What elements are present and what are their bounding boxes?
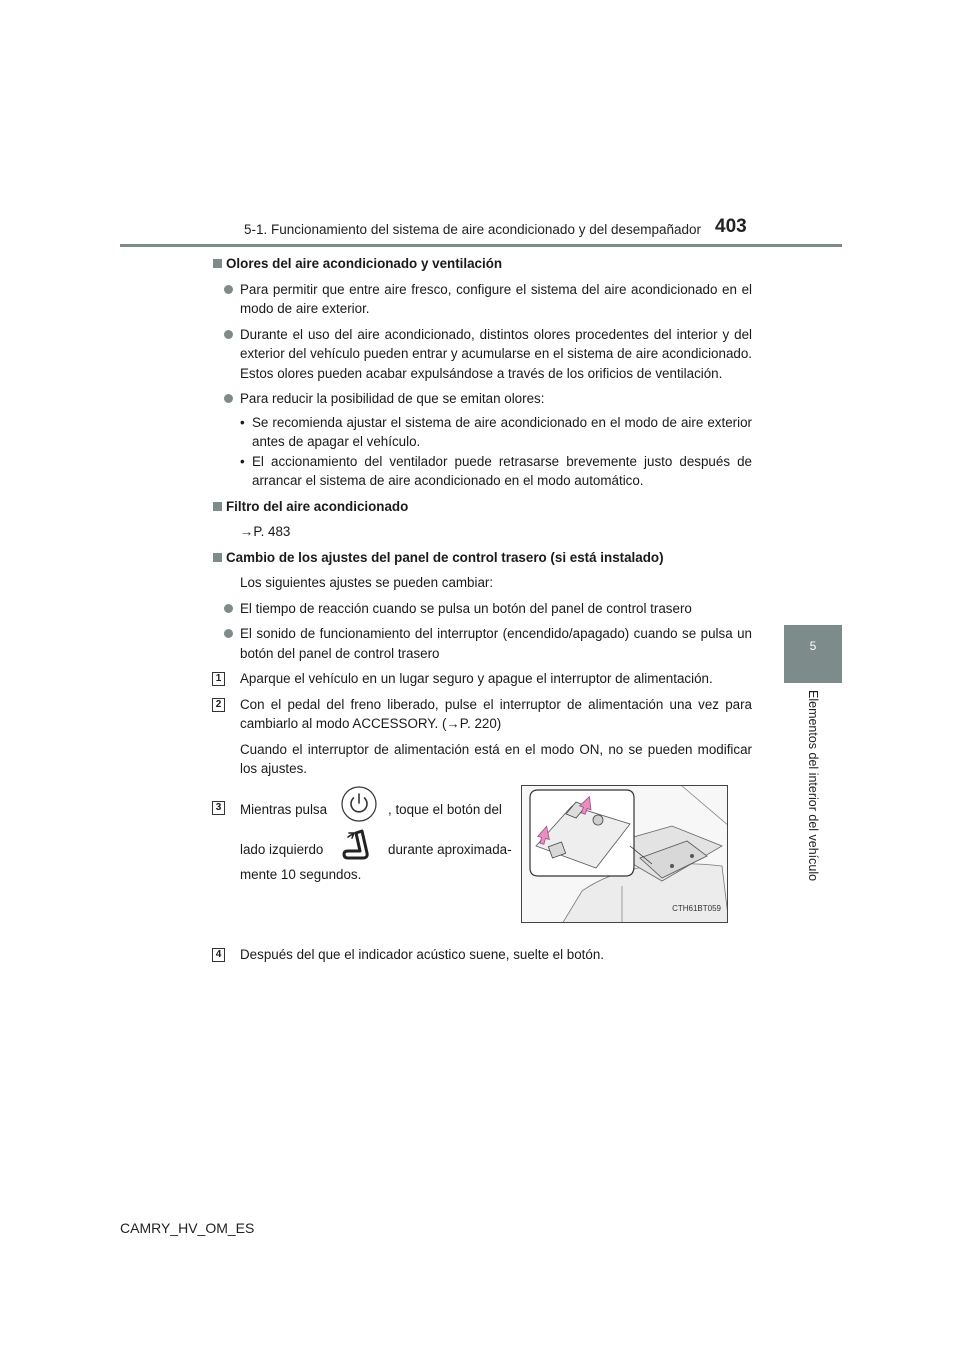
step-number: 3	[212, 801, 225, 815]
bullet-item: Para reducir la posibilidad de que se emitan olores:	[212, 389, 752, 409]
footer-model-code: CAMRY_HV_OM_ES	[120, 1220, 255, 1236]
section-heading-filter: Filtro del aire acondicionado	[212, 497, 752, 517]
round-bullet-icon	[224, 330, 233, 339]
header-rule	[120, 244, 842, 247]
sub-bullet-item: • Se recomienda ajustar el sistema de aire acondicionado en el modo de aire exterior antes de apagar el vehículo.	[240, 414, 752, 449]
chapter-label-container	[784, 690, 842, 890]
chapter-label: Elementos del interior del vehículo	[806, 690, 820, 882]
step-1: 1 Aparque el vehículo en un lugar seguro y apague el interruptor de alimentación.	[212, 669, 752, 689]
step-3: 3 Mientras pulsa , toque el botón del lado izquierdo durante aproximada- mente 10 segundos. CTH61BT059	[212, 785, 752, 933]
step-4: 4 Después del que el indicador acústico suene, suelte el botón.	[212, 945, 752, 965]
section-intro: Los siguientes ajustes se pueden cambiar:	[240, 575, 494, 590]
round-bullet-icon	[224, 604, 233, 613]
page-number: 403	[715, 216, 747, 237]
step-number: 4	[212, 948, 225, 962]
step-2-note: Cuando el interruptor de alimentación está en el modo ON, no se pueden modificar los ajustes.	[240, 741, 752, 776]
square-bullet-icon	[213, 259, 222, 268]
round-bullet-icon	[224, 394, 233, 403]
section-heading-odors: Olores del aire acondicionado y ventilación	[212, 254, 752, 274]
chapter-number: 5	[809, 639, 817, 653]
square-bullet-icon	[213, 502, 222, 511]
figure-code: CTH61BT059	[672, 904, 721, 913]
header-title: 5-1. Funcionamiento del sistema de aire acondicionado y del desempañador	[244, 222, 702, 237]
section-heading-rear-panel: Cambio de los ajustes del panel de control trasero (si está instalado)	[212, 548, 752, 568]
bullet-item: Para permitir que entre aire fresco, configure el sistema del aire acondicionado en el modo de aire exterior.	[212, 280, 752, 319]
step-2: 2 Con el pedal del freno liberado, pulse el interruptor de alimentación una vez para cambiarlo al modo ACCESSORY. (→P. 220)	[212, 695, 752, 734]
rear-control-panel-figure	[521, 785, 728, 923]
page-reference: →P. 483	[240, 524, 291, 539]
chapter-tab	[784, 625, 842, 683]
power-icon	[340, 785, 378, 829]
bullet-item: El sonido de funcionamiento del interruptor (encendido/apagado) cuando se pulsa un botón del panel de control trasero	[212, 624, 752, 663]
bullet-item: El tiempo de reacción cuando se pulsa un botón del panel de control trasero	[212, 599, 752, 619]
square-bullet-icon	[213, 553, 222, 562]
step-number: 1	[212, 672, 225, 686]
bullet-item: Durante el uso del aire acondicionado, distintos olores procedentes del interior y del exterior del vehículo pueden entrar y acumularse en el sistema de aire acondicionado. Estos olores pueden acabar expulsándose a través de los orificios de ventilación.	[212, 325, 752, 384]
sub-bullet-item: • El accionamiento del ventilador puede retrasarse brevemente justo después de arrancar el sistema de aire acondicionado en el modo automático.	[240, 453, 752, 488]
round-bullet-icon	[224, 285, 233, 294]
step-number: 2	[212, 698, 225, 712]
round-bullet-icon	[224, 629, 233, 638]
page-content	[212, 254, 752, 970]
seat-icon	[340, 827, 374, 869]
